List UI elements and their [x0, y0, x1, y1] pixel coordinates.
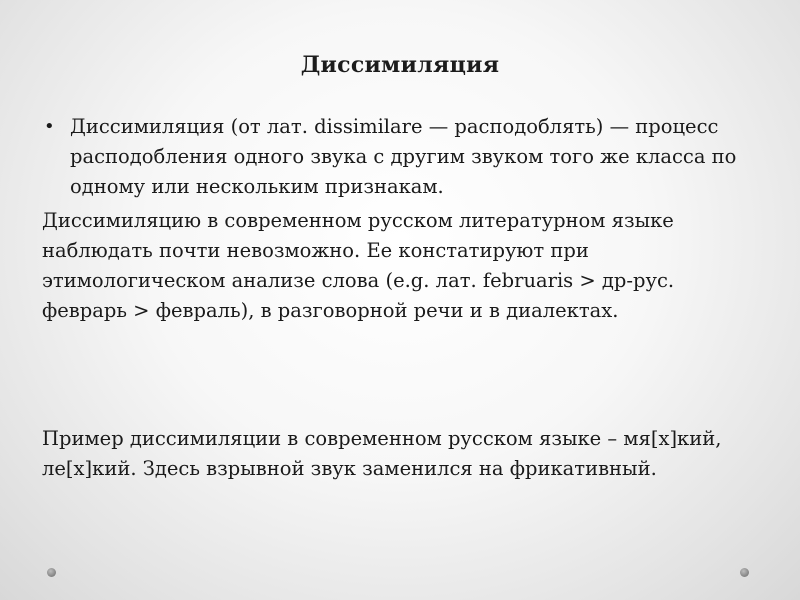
paragraph-example: Пример диссимиляции в современном русском языке – мя[х]кий, ле[х]кий. Здесь взрывной звук заменился на фрикативный.: [42, 427, 722, 480]
paragraph-etymology: Диссимиляцию в современном русском литературном языке наблюдать почти невозможно. Ее констатируют при этимологическом анализе слова (e.g. лат. februaris > др-рус. феврарь > февраль), в разговорной речи и в диалектах.: [42, 209, 675, 322]
bullet-item: [44, 112, 764, 202]
previous-slide-dot[interactable]: [47, 568, 56, 577]
next-slide-dot[interactable]: [740, 568, 749, 577]
bullet-text: Диссимиляция (от лат. dissimilare — расподоблять) — процесс расподобления одного звука с другим звуком того же класса по одному или нескольким признакам.: [70, 115, 737, 198]
slide-title: Диссимиляция: [300, 52, 500, 78]
bullet-marker: •: [44, 116, 55, 137]
